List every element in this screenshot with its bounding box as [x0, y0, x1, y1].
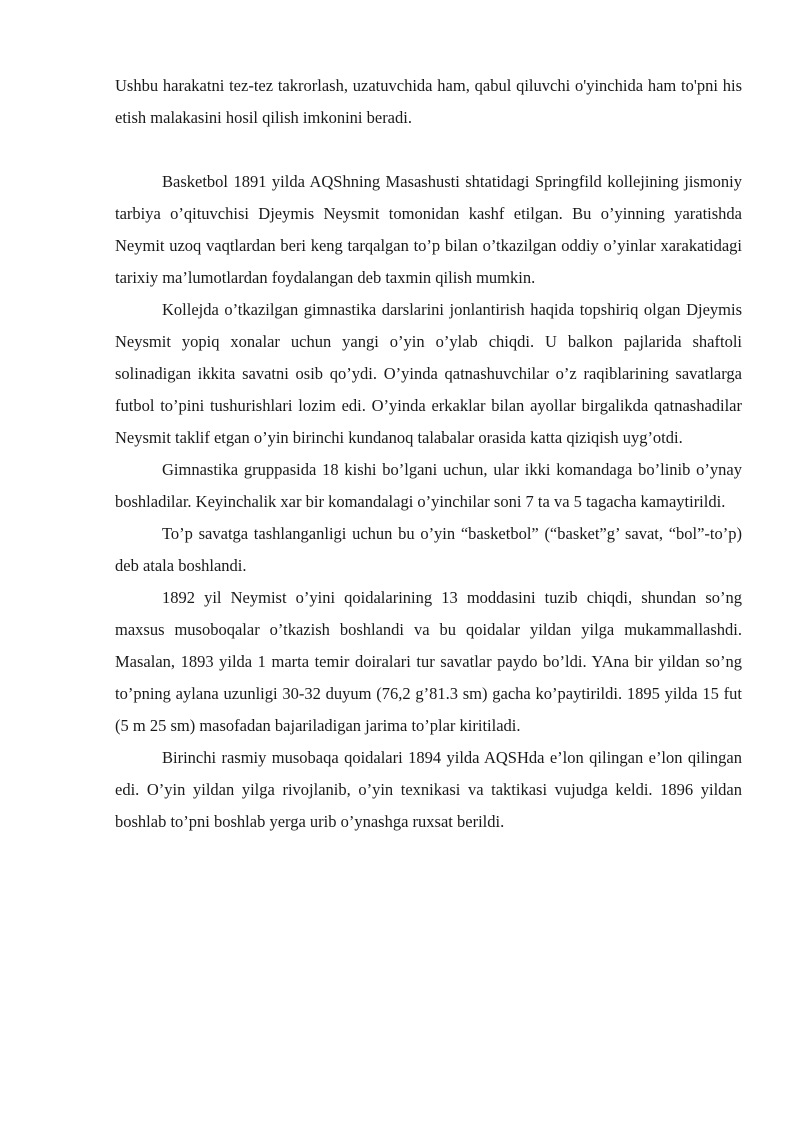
paragraph-first-official: Birinchi rasmiy musobaqa qoidalari 1894 yilda AQSHda e’lon qilingan e’lon qilingan edi. O’yin yildan yilga rivojlanib, o’yin texnikasi va taktikasi vujudga keldi. 1896 yildan boshlab to’pni boshlab yerga urib o’ynashga ruxsat berildi. [115, 748, 742, 831]
paragraph-teams: Gimnastika gruppasida 18 kishi bo’lgani uchun, ular ikki komandaga bo’linib o’ynay boshladilar. Keyinchalik xar bir komandalagi o’yinchilar soni 7 ta va 5 tagacha kamaytirildi. [115, 460, 742, 511]
paragraph-intro: Ushbu harakatni tez-tez takrorlash, uzatuvchida ham, qabul qiluvchi o'yinchida ham to'pni his etish malakasini hosil qilish imkonini beradi. [115, 76, 742, 127]
paragraph-basketball-origin: Basketbol 1891 yilda AQShning Masashusti shtatidagi Springfild kollejining jismoniy tarbiya o’qituvchisi Djeymis Neysmit tomonidan kashf etilgan. Bu o’yinning yaratishda Neymit uzoq vaqtlardan beri keng tarqalgan to’p bilan o’tkazilgan oddiy o’yinlar xarakatidagi tarixiy ma’lumotlardan foydalangan deb taxmin qilish mumkin. [115, 172, 742, 287]
paragraph-rules-1892: 1892 yil Neymist o’yini qoidalarining 13 moddasini tuzib chiqdi, shundan so’ng maxsus musoboqalar o’tkazish boshlandi va bu qoidalar yildan yilga mukammallashdi. Masalan, 1893 yilda 1 marta temir doiralari tur savatlar paydo bo’ldi. YAna bir yildan so’ng to’pning aylana uzunligi 30-32 duyum (76,2 g’81.3 sm) gacha ko’paytirildi. 1895 yilda 15 fut (5 m 25 sm) masofadan bajariladigan jarima to’plar kiritiladi. [115, 588, 742, 735]
document-page [115, 70, 742, 838]
paragraph-name-origin: To’p savatga tashlanganligi uchun bu o’yin “basketbol” (“basket”g’ savat, “bol”-to’p) deb atala boshlandi. [115, 524, 742, 575]
paragraph-spacer [115, 134, 742, 166]
paragraph-college-game: Kollejda o’tkazilgan gimnastika darslarini jonlantirish haqida topshiriq olgan Djeymis Neysmit yopiq xonalar uchun yangi o’yin o’ylab chiqdi. U balkon pajlarida shaftoli solinadigan ikkita savatni osib qo’ydi. O’yinda qatnashuvchilar o’z raqiblarining savatlarga futbol to’pini tushurishlari lozim edi. O’yinda erkaklar bilan ayollar birgalikda qatnashadilar Neysmit taklif etgan o’yin birinchi kundanoq talabalar orasida katta qiziqish uyg’otdi. [115, 300, 742, 447]
